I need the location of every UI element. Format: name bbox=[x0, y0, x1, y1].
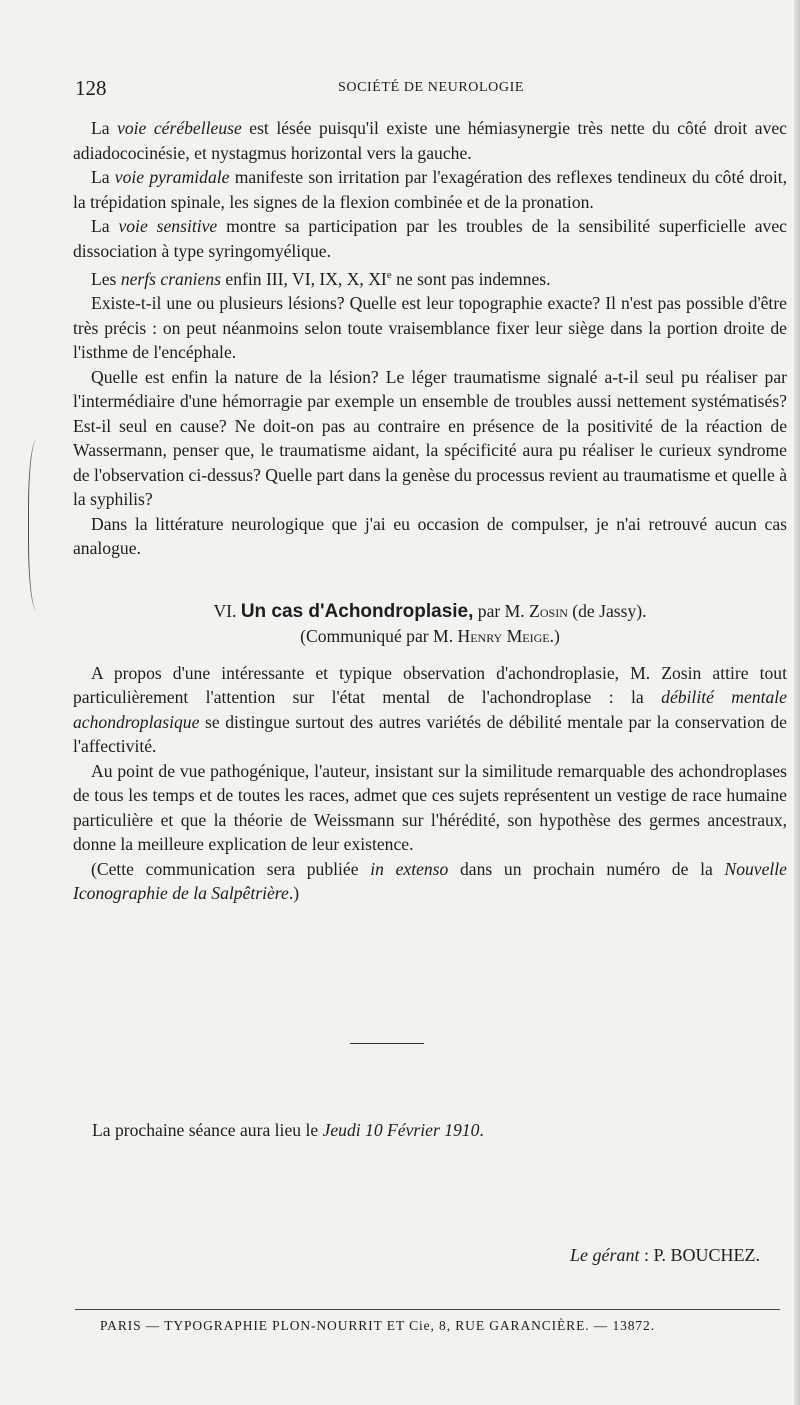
paragraph-publication-note: (Cette communication sera publiée in extenso dans un prochain numéro de la Nouvelle Iconographie de la Salpêtrière.) bbox=[73, 858, 787, 904]
author-name: Zosin bbox=[529, 600, 568, 621]
paragraph-sensory: La voie sensitive montre sa participation par les troubles de la sensibilité superficielle avec dissociation à type syringomyélique. bbox=[73, 216, 787, 261]
paragraph-literature: Dans la littérature neurologique que j'ai eu occasion de compulser, je n'ai retrouvé aucun cas analogue. bbox=[73, 513, 787, 559]
divider-rule bbox=[350, 1043, 424, 1044]
section-subtitle: (Communiqué par M. Henry Meige.) bbox=[300, 625, 560, 646]
paragraph-pyramidal: La voie pyramidale manifeste son irritation par l'exagération des reflexes tendineux du côté droit, la trépidation spinale, les signes de la flexion combinée et de la pronation. bbox=[73, 167, 787, 212]
footer-rule bbox=[75, 1309, 780, 1310]
section-title: Un cas d'Achondroplasie, bbox=[240, 600, 474, 622]
section-heading: VI. Un cas d'Achondroplasie, par M. Zosin (de Jassy). bbox=[213, 600, 647, 622]
body-text bbox=[73, 116, 787, 906]
paragraph-pathogenesis: Au point de vue pathogénique, l'auteur, insistant sur la similitude remarquable des achondroplases de tous les temps et de toutes les races, admet que ces sujets représentent un vestige de race humaine particulière et que la théorie de Weissmann sur l'hérédité, son hypothèse des germes ancestraux, donne la meilleure explication de leur existence. bbox=[73, 760, 787, 855]
page-edge-shadow bbox=[794, 0, 800, 1405]
printer-footer: PARIS — TYPOGRAPHIE PLON-NOURRIT ET Cie, 8, RUE GARANCIÈRE. — 13872. bbox=[100, 1318, 655, 1333]
margin-pencil-mark bbox=[28, 440, 49, 610]
page-header bbox=[75, 76, 787, 100]
signature: Le gérant : P. BOUCHEZ. bbox=[569, 1245, 760, 1265]
paragraph-cerebellar: La voie cérébelleuse est lésée puisqu'il existe une hémiasynergie très nette du côté droit avec adiadococinésie, et nystagmus horizontal vers la gauche. bbox=[73, 118, 787, 163]
paragraph-nature: Quelle est enfin la nature de la lésion? Le léger traumatisme signalé a-t-il seul pu réaliser par l'intermédiaire d'une hémorragie par exemple un ensemble de troubles aussi nettement systématisés? Est-il seul en cause? Ne doit-on pas au contraire en présence de la positivité de la réaction de Wassermann, penser que, le traumatisme aidant, la spécificité aura pu réaliser le curieux syndrome de l'observation ci-dessus? Quelle part dans la genèse du processus revient au traumatisme et quelle à la syphilis? bbox=[73, 366, 788, 510]
next-session-announcement: La prochaine séance aura lieu le Jeudi 10 Février 1910. bbox=[92, 1120, 484, 1140]
paragraph-cranial-nerves: Les nerfs craniens enfin III, VI, IX, X, XIe ne sont pas indemnes. bbox=[91, 268, 551, 289]
paragraph-achondroplasia-mental: A propos d'une intéressante et typique observation d'achondroplasie, M. Zosin attire tout particulièrement l'attention sur l'état mental de l'achondroplase : la débilité mentale achondroplasique se distingue surtout des autres variétés de débilité mentale par la conservation de l'affectivité. bbox=[73, 662, 787, 757]
paragraph-lesions: Existe-t-il une ou plusieurs lésions? Quelle est leur topographie exacte? Il n'est pas possible d'être très précis : on peut néanmoins selon toute vraisemblance fixer leur siège dans la portion droite de l'isthme de l'encéphale. bbox=[73, 293, 787, 363]
running-title: SOCIÉTÉ DE NEUROLOGIE bbox=[337, 80, 525, 95]
page-number: 128 bbox=[75, 76, 107, 100]
